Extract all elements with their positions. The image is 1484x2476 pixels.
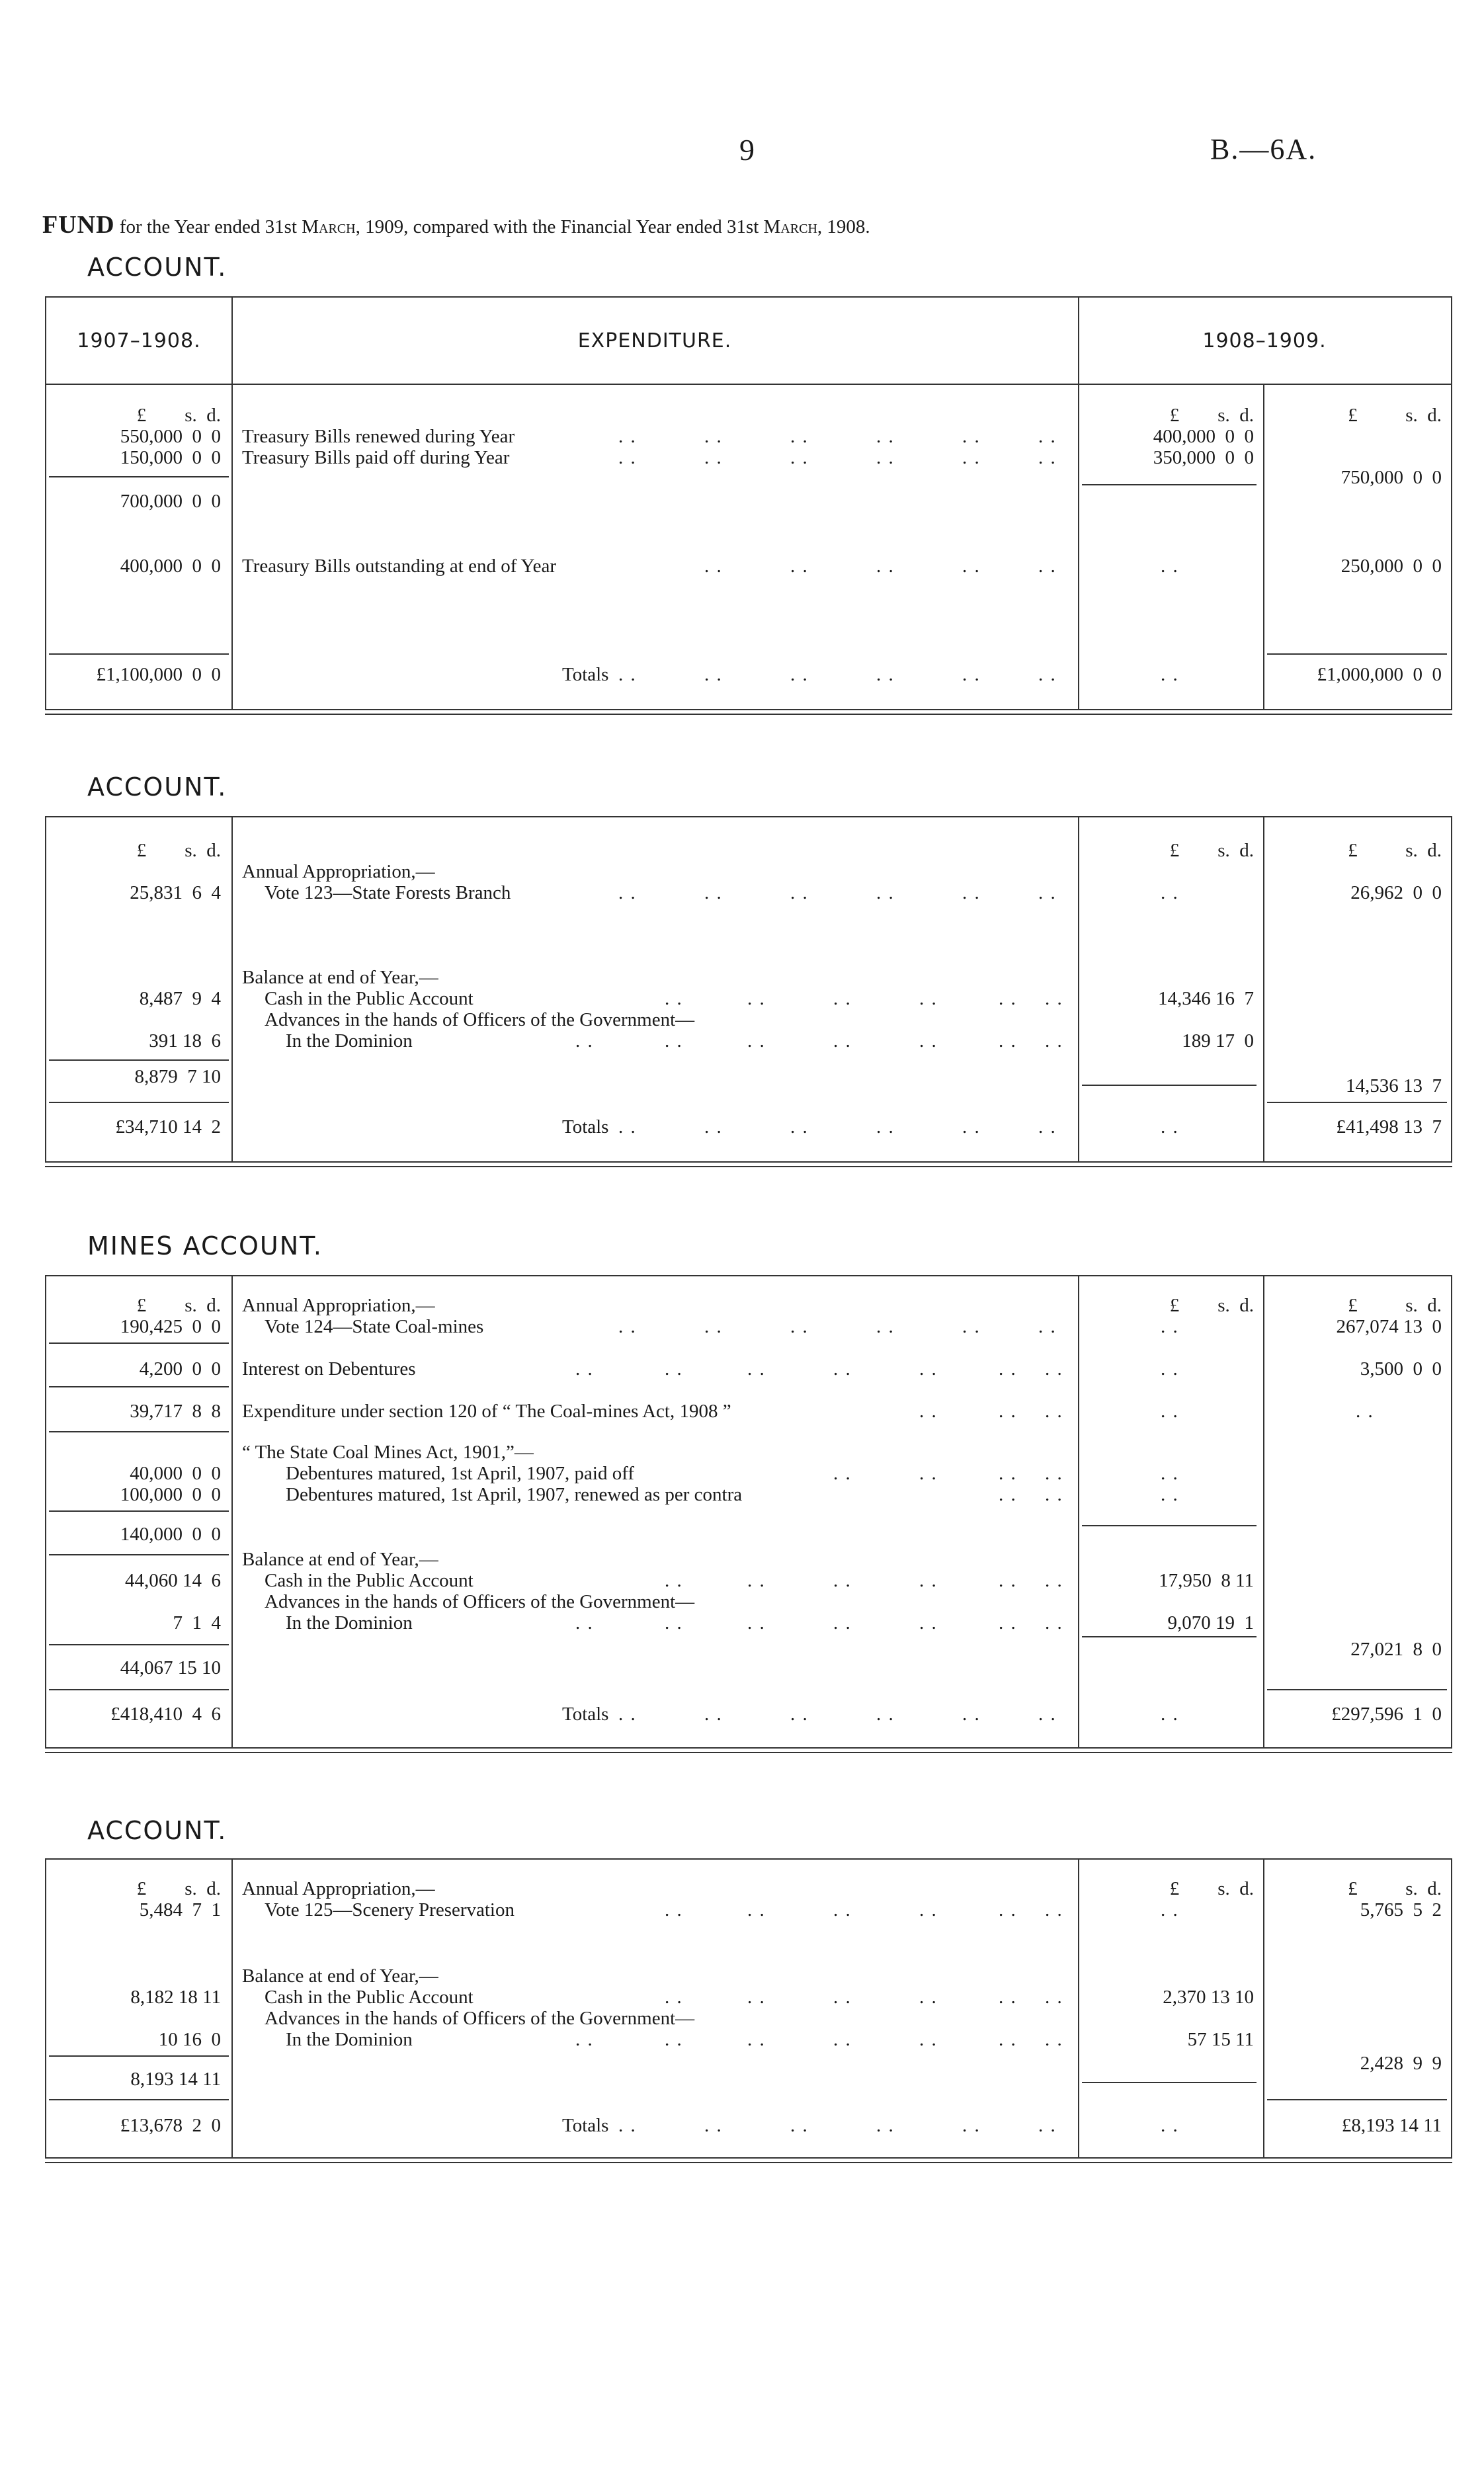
table-row-label: In the Dominion <box>286 1612 413 1633</box>
table-row-label: Balance at end of Year,— <box>242 1549 438 1570</box>
table-row-label: Balance at end of Year,— <box>242 1965 438 1987</box>
leader-dots: . . <box>1356 1401 1374 1422</box>
leader-dots: . . <box>876 426 895 447</box>
leader-dots: . . <box>999 1987 1017 2008</box>
table-row-label: Annual Appropriation,— <box>242 1878 435 1899</box>
leader-dots: . . <box>833 988 852 1009</box>
leader-dots: . . <box>1045 1570 1063 1591</box>
leader-dots: . . <box>618 1316 637 1337</box>
leader-dots: . . <box>876 1116 895 1137</box>
leader-dots: . . <box>704 1116 723 1137</box>
leader-dots: . . <box>704 556 723 577</box>
currency-header: £ s. d. <box>136 840 221 861</box>
leader-dots: . . <box>575 1030 594 1052</box>
leader-dots: . . <box>1038 664 1057 685</box>
leader-dots: . . <box>1161 882 1179 903</box>
currency-header: £ s. d. <box>1348 405 1442 426</box>
leader-dots: . . <box>919 1463 938 1484</box>
leader-dots: . . <box>833 1570 852 1591</box>
leader-dots: . . <box>704 1704 723 1725</box>
currency-header: £ s. d. <box>1348 1295 1442 1316</box>
table-cell: 250,000 0 0 <box>1340 556 1442 577</box>
table-cell: 39,717 8 8 <box>130 1401 221 1422</box>
leader-dots: . . <box>618 426 637 447</box>
leader-dots: . . <box>962 664 981 685</box>
leader-dots: . . <box>919 1030 938 1052</box>
table-row-label: Advances in the hands of Officers of the Government— <box>265 2008 695 2029</box>
leader-dots: . . <box>962 556 981 577</box>
leader-dots: . . <box>1038 2115 1057 2136</box>
leader-dots: . . <box>747 1030 766 1052</box>
leader-dots: . . <box>876 664 895 685</box>
page-number: 9 <box>739 133 755 167</box>
leader-dots: . . <box>747 1987 766 2008</box>
leader-dots: . . <box>575 2029 594 2050</box>
leader-dots: . . <box>1045 1030 1063 1052</box>
leader-dots: . . <box>833 1899 852 1920</box>
leader-dots: . . <box>962 1116 981 1137</box>
leader-dots: . . <box>747 1612 766 1633</box>
table-row-label: “ The State Coal Mines Act, 1901,”— <box>242 1442 534 1463</box>
table-cell: 40,000 0 0 <box>130 1463 221 1484</box>
leader-dots: . . <box>1045 1612 1063 1633</box>
leader-dots: . . <box>833 1987 852 2008</box>
col-header-1907-1908: 1907–1908. <box>77 329 201 352</box>
leader-dots: . . <box>999 1484 1017 1505</box>
leader-dots: . . <box>1161 1358 1179 1380</box>
leader-dots: . . <box>919 1612 938 1633</box>
leader-dots: . . <box>704 447 723 468</box>
leader-dots: . . <box>665 1612 683 1633</box>
table-row-label: In the Dominion <box>286 1030 413 1052</box>
leader-dots: . . <box>575 1612 594 1633</box>
table-row-label: Balance at end of Year,— <box>242 967 438 988</box>
col-header-1908-1909: 1908–1909. <box>1202 329 1327 352</box>
leader-dots: . . <box>790 1316 809 1337</box>
leader-dots: . . <box>790 882 809 903</box>
table-row-label: Expenditure under section 120 of “ The Coal-mines Act, 1908 ” <box>242 1401 731 1422</box>
table-row-label: In the Dominion <box>286 2029 413 2050</box>
leader-dots: . . <box>876 447 895 468</box>
leader-dots: . . <box>618 447 637 468</box>
leader-dots: . . <box>1038 426 1057 447</box>
table-cell: 8,182 18 11 <box>130 1987 221 2008</box>
table-cell: 57 15 11 <box>1187 2029 1254 2050</box>
leader-dots: . . <box>747 1899 766 1920</box>
leader-dots: . . <box>1045 1463 1063 1484</box>
leader-dots: . . <box>1161 1484 1179 1505</box>
currency-header: £ s. d. <box>1348 840 1442 861</box>
leader-dots: . . <box>999 2029 1017 2050</box>
table-cell: 190,425 0 0 <box>120 1316 221 1337</box>
leader-dots: . . <box>1161 1899 1179 1920</box>
leader-dots: . . <box>999 1463 1017 1484</box>
currency-header: £ s. d. <box>1169 1295 1254 1316</box>
leader-dots: . . <box>876 1316 895 1337</box>
leader-dots: . . <box>704 426 723 447</box>
table-cell: 400,000 0 0 <box>1153 426 1254 447</box>
table-total: £1,000,000 0 0 <box>1317 664 1442 685</box>
table-cell: 189 17 0 <box>1182 1030 1254 1052</box>
table-cell: 350,000 0 0 <box>1153 447 1254 468</box>
table-total: £297,596 1 0 <box>1331 1704 1442 1725</box>
table-cell: 550,000 0 0 <box>120 426 221 447</box>
leader-dots: . . <box>704 2115 723 2136</box>
leader-dots: . . <box>962 2115 981 2136</box>
table-cell: 2,370 13 10 <box>1163 1987 1254 2008</box>
table-total: £1,100,000 0 0 <box>96 664 221 685</box>
leader-dots: . . <box>962 1316 981 1337</box>
totals-label: Totals <box>562 1116 609 1137</box>
table-row-label: Interest on Debentures <box>242 1358 416 1380</box>
leader-dots: . . <box>665 1030 683 1052</box>
leader-dots: . . <box>665 1570 683 1591</box>
table-cell: 14,346 16 7 <box>1158 988 1254 1009</box>
table-row-label: Treasury Bills outstanding at end of Year <box>242 556 556 577</box>
leader-dots: . . <box>1045 2029 1063 2050</box>
leader-dots: . . <box>999 1612 1017 1633</box>
leader-dots: . . <box>999 1570 1017 1591</box>
table-row-label: Debentures matured, 1st April, 1907, paid off <box>286 1463 634 1484</box>
table-row-label: Cash in the Public Account <box>265 988 474 1009</box>
leader-dots: . . <box>618 1704 637 1725</box>
leader-dots: . . <box>1045 988 1063 1009</box>
table-cell: 5,484 7 1 <box>139 1899 221 1920</box>
leader-dots: . . <box>1045 1401 1063 1422</box>
leader-dots: . . <box>704 664 723 685</box>
leader-dots: . . <box>747 2029 766 2050</box>
table-cell: 10 16 0 <box>158 2029 221 2050</box>
leader-dots: . . <box>1038 556 1057 577</box>
leader-dots: . . <box>919 1401 938 1422</box>
currency-header: £ s. d. <box>136 1878 221 1899</box>
leader-dots: . . <box>665 1987 683 2008</box>
table-row-label: Advances in the hands of Officers of the Government— <box>265 1591 695 1612</box>
table-cell: 4,200 0 0 <box>139 1358 221 1380</box>
leader-dots: . . <box>1161 1316 1179 1337</box>
table2 <box>45 816 1452 1163</box>
leader-dots: . . <box>1161 1463 1179 1484</box>
leader-dots: . . <box>665 2029 683 2050</box>
totals-label: Totals <box>562 664 609 685</box>
currency-header: £ s. d. <box>1348 1878 1442 1899</box>
leader-dots: . . <box>790 2115 809 2136</box>
leader-dots: . . <box>1045 1358 1063 1380</box>
currency-header: £ s. d. <box>1169 1878 1254 1899</box>
col-header-expenditure: EXPENDITURE. <box>577 329 732 352</box>
table-row-label: Advances in the hands of Officers of the Government— <box>265 1009 695 1030</box>
leader-dots: . . <box>618 1116 637 1137</box>
leader-dots: . . <box>1038 1316 1057 1337</box>
leader-dots: . . <box>790 664 809 685</box>
table-row-label: Vote 124—State Coal-mines <box>265 1316 484 1337</box>
leader-dots: . . <box>833 2029 852 2050</box>
table-row-label: Annual Appropriation,— <box>242 1295 435 1316</box>
totals-label: Totals <box>562 2115 609 2136</box>
leader-dots: . . <box>876 2115 895 2136</box>
leader-dots: . . <box>665 1899 683 1920</box>
leader-dots: . . <box>876 1704 895 1725</box>
leader-dots: . . <box>999 1401 1017 1422</box>
table-cell: 100,000 0 0 <box>120 1484 221 1505</box>
leader-dots: . . <box>919 1570 938 1591</box>
table-cell: 17,950 8 11 <box>1159 1570 1254 1591</box>
table-row-label: Vote 125—Scenery Preservation <box>265 1899 515 1920</box>
table-cell: 267,074 13 0 <box>1336 1316 1442 1337</box>
leader-dots: . . <box>790 426 809 447</box>
table-row-label: Cash in the Public Account <box>265 1987 474 2008</box>
leader-dots: . . <box>919 1987 938 2008</box>
leader-dots: . . <box>1161 1116 1179 1137</box>
table-row-label: Cash in the Public Account <box>265 1570 474 1591</box>
leader-dots: . . <box>790 556 809 577</box>
currency-header: £ s. d. <box>136 1295 221 1316</box>
table4-title: ACCOUNT. <box>87 1816 227 1845</box>
table-cell: 8,487 9 4 <box>139 988 221 1009</box>
table2-title: ACCOUNT. <box>87 772 227 802</box>
table1 <box>45 296 1452 710</box>
leader-dots: . . <box>790 1704 809 1725</box>
leader-dots: . . <box>833 1030 852 1052</box>
leader-dots: . . <box>790 447 809 468</box>
leader-dots: . . <box>1045 1484 1063 1505</box>
leader-dots: . . <box>962 447 981 468</box>
table-cell: 7 1 4 <box>173 1612 221 1633</box>
table-row-label: Treasury Bills paid off during Year <box>242 447 510 468</box>
leader-dots: . . <box>876 882 895 903</box>
leader-dots: . . <box>999 1899 1017 1920</box>
table-cell: 2,428 9 9 <box>1360 2053 1442 2074</box>
leader-dots: . . <box>962 426 981 447</box>
table-cell: 44,060 14 6 <box>125 1570 221 1591</box>
leader-dots: . . <box>1038 1116 1057 1137</box>
heading-fund: FUND <box>42 211 115 239</box>
leader-dots: . . <box>1161 1401 1179 1422</box>
leader-dots: . . <box>999 988 1017 1009</box>
table-cell: 140,000 0 0 <box>120 1524 221 1545</box>
leader-dots: . . <box>1161 664 1179 685</box>
table-cell: 25,831 6 4 <box>130 882 221 903</box>
table-total: £13,678 2 0 <box>120 2115 221 2136</box>
leader-dots: . . <box>665 1358 683 1380</box>
table-cell: 5,765 5 2 <box>1360 1899 1442 1920</box>
leader-dots: . . <box>618 664 637 685</box>
table-cell: 400,000 0 0 <box>120 556 221 577</box>
table-total: £41,498 13 7 <box>1336 1116 1442 1137</box>
leader-dots: . . <box>747 988 766 1009</box>
leader-dots: . . <box>833 1612 852 1633</box>
table-cell: 14,536 13 7 <box>1346 1075 1442 1096</box>
table-total: £34,710 14 2 <box>115 1116 221 1137</box>
leader-dots: . . <box>1038 447 1057 468</box>
leader-dots: . . <box>833 1358 852 1380</box>
table-row-label: Debentures matured, 1st April, 1907, renewed as per contra <box>286 1484 743 1505</box>
table-cell: 26,962 0 0 <box>1350 882 1442 903</box>
table4 <box>45 1858 1452 2159</box>
leader-dots: . . <box>704 1316 723 1337</box>
leader-dots: . . <box>919 988 938 1009</box>
leader-dots: . . <box>999 1358 1017 1380</box>
leader-dots: . . <box>665 988 683 1009</box>
table3 <box>45 1275 1452 1749</box>
leader-dots: . . <box>618 882 637 903</box>
leader-dots: . . <box>704 882 723 903</box>
table-row-label: Annual Appropriation,— <box>242 861 435 882</box>
leader-dots: . . <box>919 1899 938 1920</box>
table-cell: 8,193 14 11 <box>130 2069 221 2090</box>
table-cell: 27,021 8 0 <box>1350 1639 1442 1660</box>
table3-title: MINES ACCOUNT. <box>87 1231 323 1260</box>
leader-dots: . . <box>747 1570 766 1591</box>
leader-dots: . . <box>876 556 895 577</box>
table-row-label: Vote 123—State Forests Branch <box>265 882 511 903</box>
table-cell: 3,500 0 0 <box>1360 1358 1442 1380</box>
leader-dots: . . <box>999 1030 1017 1052</box>
table-cell: 750,000 0 0 <box>1340 467 1442 488</box>
leader-dots: . . <box>618 2115 637 2136</box>
totals-label: Totals <box>562 1704 609 1725</box>
page-heading: FUND for the Year ended 31st March, 1909, compared with the Financial Year ended 31st March, 1908. <box>42 211 870 239</box>
table-total: £8,193 14 11 <box>1341 2115 1442 2136</box>
currency-header: £ s. d. <box>136 405 221 426</box>
table-cell: 44,067 15 10 <box>120 1657 221 1678</box>
currency-header: £ s. d. <box>1169 405 1254 426</box>
leader-dots: . . <box>1045 1987 1063 2008</box>
leader-dots: . . <box>833 1463 852 1484</box>
leader-dots: . . <box>919 1358 938 1380</box>
leader-dots: . . <box>747 1358 766 1380</box>
currency-header: £ s. d. <box>1169 840 1254 861</box>
leader-dots: . . <box>1038 882 1057 903</box>
leader-dots: . . <box>919 2029 938 2050</box>
leader-dots: . . <box>1161 1704 1179 1725</box>
leader-dots: . . <box>1038 1704 1057 1725</box>
table-row-label: Treasury Bills renewed during Year <box>242 426 515 447</box>
leader-dots: . . <box>575 1358 594 1380</box>
table-cell: 700,000 0 0 <box>120 491 221 512</box>
leader-dots: . . <box>1161 556 1179 577</box>
table-cell: 150,000 0 0 <box>120 447 221 468</box>
table-cell: 8,879 7 10 <box>134 1066 221 1087</box>
table1-title: ACCOUNT. <box>87 253 227 282</box>
document-reference: B.—6A. <box>1210 133 1317 165</box>
table-cell: 391 18 6 <box>149 1030 221 1052</box>
leader-dots: . . <box>962 1704 981 1725</box>
table-total: £418,410 4 6 <box>110 1704 221 1725</box>
table-cell: 9,070 19 1 <box>1167 1612 1254 1633</box>
leader-dots: . . <box>790 1116 809 1137</box>
leader-dots: . . <box>1161 2115 1179 2136</box>
leader-dots: . . <box>1045 1899 1063 1920</box>
leader-dots: . . <box>962 882 981 903</box>
